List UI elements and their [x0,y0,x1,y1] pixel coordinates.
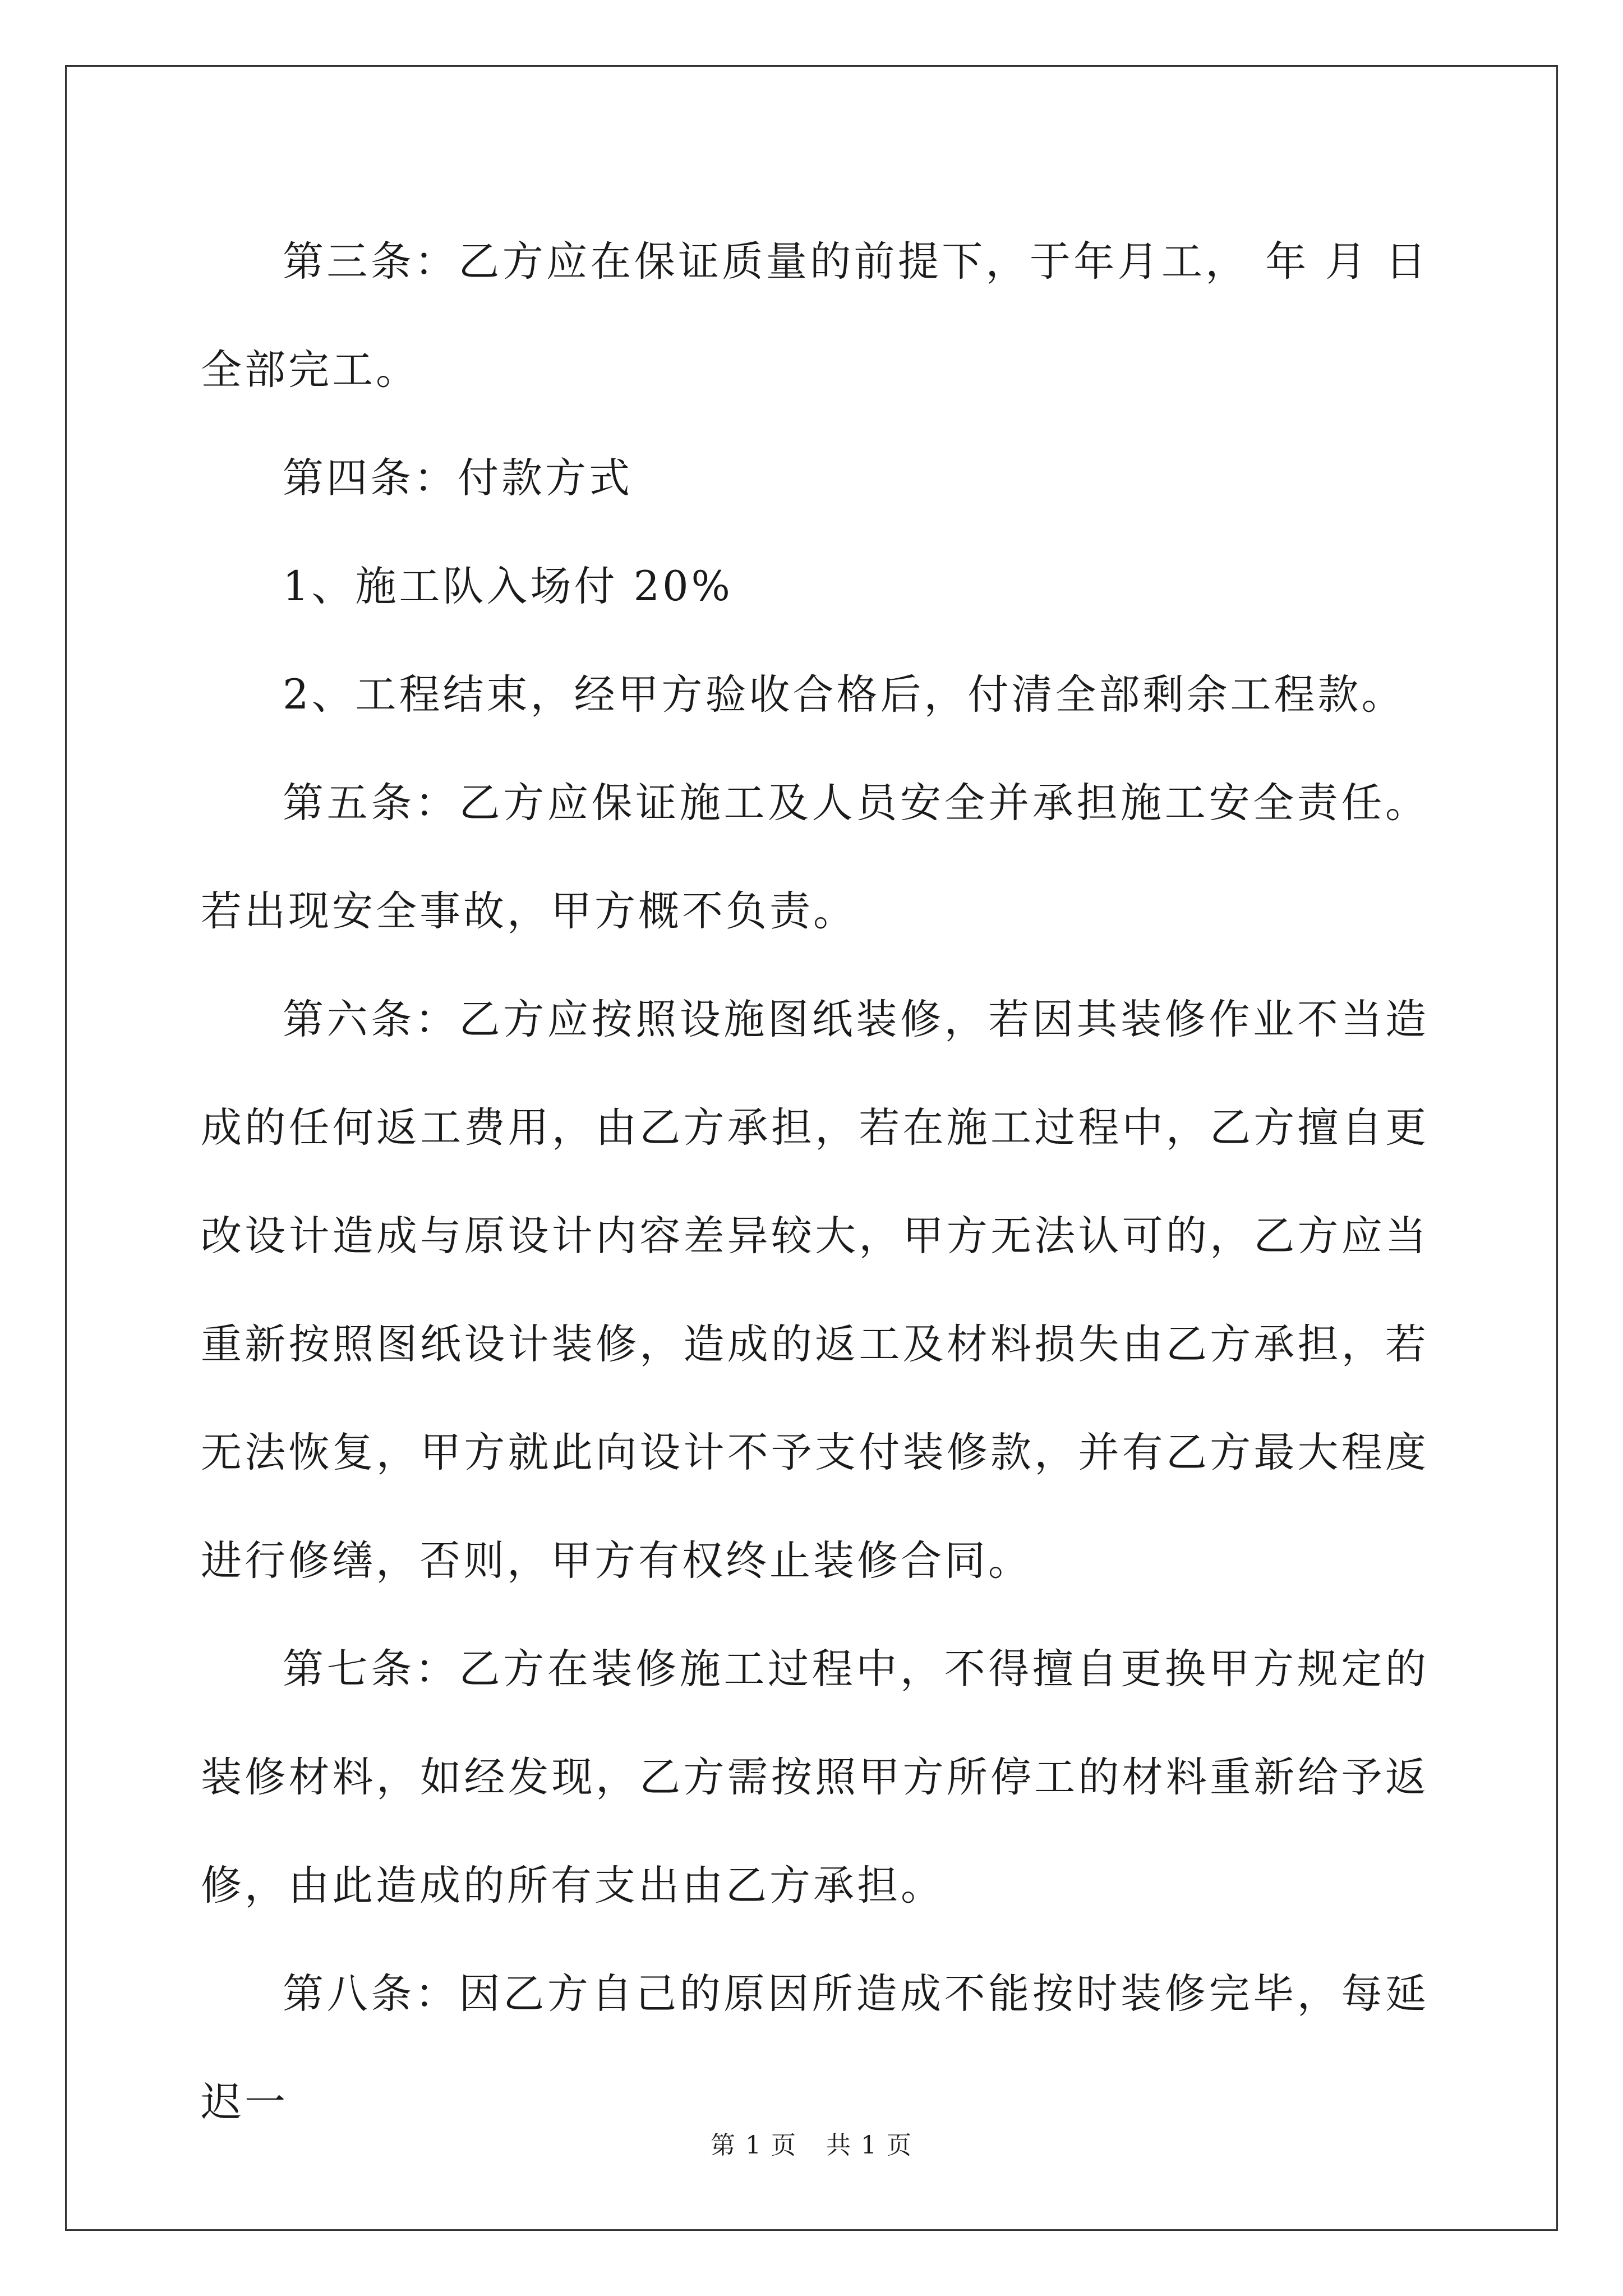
document-body [201,208,1429,2156]
payment-item-2: 2、工程结束，经甲方验收合格后，付清全部剩余工程款。 [283,671,1405,719]
page-footer [0,2129,1623,2162]
clause-8: 第八条：因乙方自己的原因所造成不能按时装修完毕，每延迟一 [201,1970,1429,2126]
clause-6: 第六条：乙方应按照设施图纸装修，若因其装修作业不当造成的任何返工费用，由乙方承担，若在施工过程中，乙方擅自更改设计造成与原设计内容差异较大，甲方无法认可的，乙方应当重新按照图纸设计装修，造成的返工及材料损失由乙方承担，若无法恢复，甲方就此向设计不予支付装修款，并有乙方最大程度进行修缮，否则，甲方有权终止装修合同。 [201,996,1429,1585]
page-total: 共 1 页 [826,2131,912,2160]
clause-3: 第三条：乙方应在保证质量的前提下，于年月工， 年 月 日全部完工。 [201,238,1429,394]
clause-7: 第七条：乙方在装修施工过程中，不得擅自更换甲方规定的装修材料，如经发现，乙方需按照甲方所停工的材料重新给予返修，由此造成的所有支出由乙方承担。 [201,1645,1429,1910]
page-number: 第 1 页 [711,2131,797,2160]
payment-item-1: 1、施工队入场付 20% [283,563,733,610]
clause-4-heading: 第四条：付款方式 [283,454,633,502]
clause-5: 第五条：乙方应保证施工及人员安全并承担施工安全责任。若出现安全事故，甲方概不负责。 [201,779,1429,935]
